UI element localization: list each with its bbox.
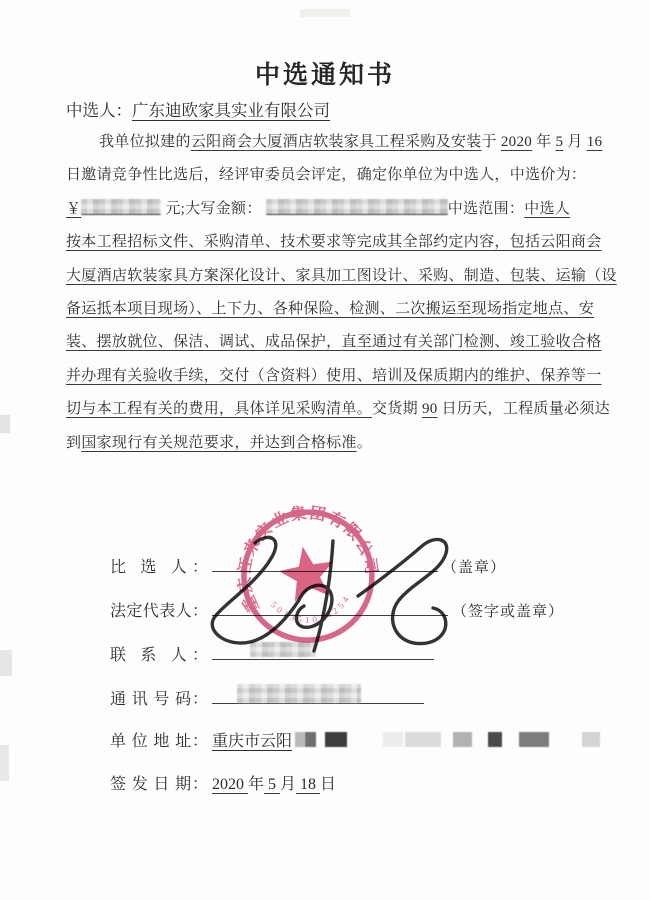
- issue-date-label: 签 发 日 期：: [110, 776, 208, 793]
- text-segment: 到: [66, 434, 82, 451]
- text-segment: 年: [532, 134, 556, 150]
- text-segment: 日邀请竞争性比选后，经评审委员会评定，确定你单位为中选人，中选价为：: [66, 167, 587, 184]
- text-segment: 装、摆放就位、保洁、调试、成品保护，直至通过有关部门检测、竣工验收合格: [66, 334, 602, 351]
- text-segment: 大厦酒店软装家具方案深化设计、家具加工图设计、采购、制造、包装、运输（设: [66, 267, 617, 284]
- body-line: [66, 393, 610, 426]
- seal-serial-number: 501351034254: [268, 592, 353, 626]
- body-line: [66, 159, 591, 192]
- scan-edge-mark: [0, 650, 12, 676]
- text-segment: 2020: [500, 134, 533, 150]
- text-segment: 年: [248, 776, 265, 793]
- body-line: [66, 126, 603, 159]
- redacted-text: [81, 199, 161, 215]
- text-segment: 5: [264, 776, 281, 793]
- field-row-issue-date: [110, 771, 336, 794]
- text-segment: 18: [296, 776, 321, 793]
- text-segment: ￥: [66, 200, 82, 217]
- legal-rep-signature: [200, 530, 465, 665]
- text-segment: 日历天，工程质量必须达: [437, 401, 610, 418]
- redacted-text: [266, 199, 448, 215]
- text-segment: 备运抵本项目现场）、上下力、各种保险、检测、二次搬运至现场指定地点、安: [66, 300, 595, 317]
- legal-rep-sign-hint: （签字或盖章）: [452, 604, 565, 620]
- text-segment: 。: [356, 434, 373, 451]
- text-segment: 中选人: [524, 200, 571, 217]
- body-line: [66, 260, 617, 293]
- issue-date-value: [212, 776, 336, 793]
- text-segment: 2020: [212, 776, 248, 793]
- bidder-seal-hint: （盖章）: [442, 560, 507, 576]
- text-segment: 月: [280, 776, 297, 793]
- document-title: 中选通知书: [254, 62, 395, 89]
- contact-label: 联 系 人：: [110, 647, 208, 664]
- text-segment: 并办理有关验收手续，交付（含资料）使用、培训及保质期内的维护、保养等一: [66, 367, 602, 384]
- scan-edge-mark: [0, 745, 9, 781]
- winner-label: 中选人：: [66, 101, 132, 120]
- winner-value: 广东迪欧家具实业有限公司: [132, 101, 330, 120]
- text-segment: 我单位拟建的: [99, 134, 191, 150]
- text-segment: 切与本工程有关的费用，具体详见采购清单。: [66, 401, 373, 418]
- text-segment: 90: [421, 401, 438, 418]
- redacted-address-blocks: [295, 732, 600, 749]
- field-row-address: [110, 728, 292, 751]
- field-row-phone: [110, 684, 424, 709]
- legal-rep-label: 法定代表人：: [110, 603, 208, 620]
- text-segment: 中选范围：: [447, 200, 525, 217]
- text-segment: 云阳商会大厦酒店软装家具工程采购及安装: [190, 134, 482, 150]
- text-segment: 国家现行有关规范要求，并达到合格标准: [81, 434, 357, 451]
- address-value: 重庆市云阳: [212, 733, 293, 750]
- scan-smudge: [300, 9, 350, 17]
- text-segment: 5: [555, 134, 564, 150]
- bidder-label: 比 选 人：: [110, 559, 208, 576]
- text-segment: 日: [320, 776, 337, 793]
- phone-fill-line: [212, 684, 424, 704]
- text-segment: 元;大写金额：: [161, 200, 266, 217]
- text-segment: 月: [563, 134, 587, 150]
- redacted-phone-number: [237, 684, 361, 703]
- phone-label: 通 讯 号 码：: [110, 691, 208, 708]
- body-line: [66, 226, 602, 259]
- text-segment: 交货期: [372, 401, 422, 418]
- text-segment: 按本工程招标文件、采购清单、技术要求等完成其全部约定内容，包括云阳商会: [66, 234, 602, 251]
- body-line: [66, 193, 591, 226]
- text-segment: 16: [586, 134, 603, 150]
- winner-line: [66, 97, 330, 121]
- body-line: [66, 427, 591, 460]
- body-line: [66, 293, 595, 326]
- body-line: [66, 326, 602, 359]
- text-segment: 于: [481, 134, 501, 150]
- body-paragraph: [66, 126, 617, 460]
- body-line: [66, 360, 602, 393]
- seal-company-text: 重庆江来实业集团有限公司: [236, 504, 380, 615]
- address-label: 单 位 地 址：: [110, 733, 208, 750]
- scan-edge-mark: [0, 415, 10, 433]
